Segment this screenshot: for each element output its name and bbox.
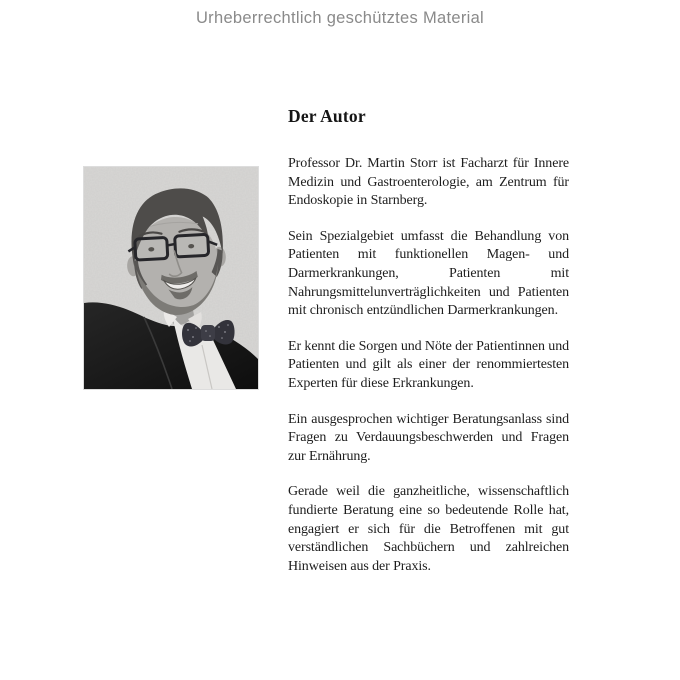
bio-paragraph-5: Gerade weil die ganzheitliche, wissenschaftlich fundierte Beratung eine so bedeutende Rolle hat, engagiert er sich für die Betroffenen mit gut verständlichen Sachbüchern und zahlreichen Hinweisen aus der Praxis. — [288, 484, 569, 574]
copyright-notice: Urheberrechtlich geschütztes Material — [195, 9, 485, 27]
section-title: Der Autor — [288, 106, 366, 126]
bio-paragraph-4: Ein ausgesprochen wichtiger Beratungsanlass sind Fragen zu Verdauungsbeschwerden und Fragen zur Ernährung. — [288, 411, 569, 464]
author-photo — [84, 167, 258, 389]
bio-paragraph-2: Sein Spezialgebiet umfasst die Behandlung von Patienten mit funktionellen Magen- und Darmerkrankungen, Patienten mit Nahrungsmittelunverträglichkeiten und Patienten mit chronisch entzündlichen Darmerkrankungen. — [288, 228, 569, 319]
author-bio — [288, 155, 569, 593]
bio-paragraph-1: Professor Dr. Martin Storr ist Facharzt für Innere Medizin und Gastroenterologie, am Zentrum für Endoskopie in Starnberg. — [288, 156, 569, 209]
bio-paragraph-3: Er kennt die Sorgen und Nöte der Patientinnen und Patienten und gilt als einer der renommiertesten Experten für diese Erkrankungen. — [288, 338, 570, 391]
author-portrait-illustration — [84, 167, 258, 389]
